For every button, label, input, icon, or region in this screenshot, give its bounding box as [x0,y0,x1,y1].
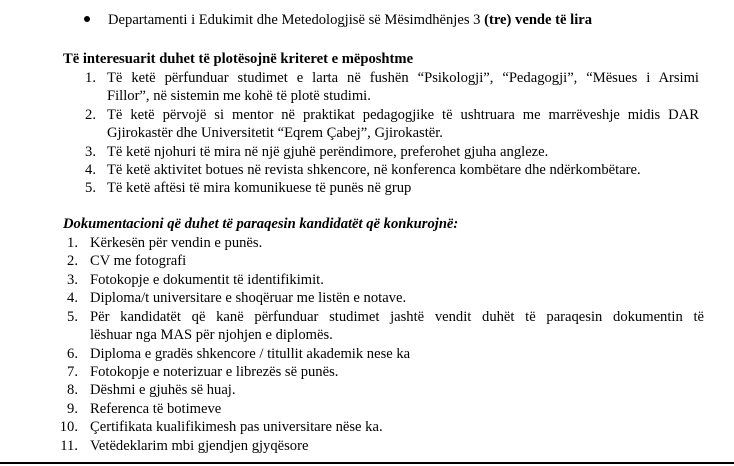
list-text: Referenca të botimeve [90,401,222,417]
list-number: 2. [85,107,96,123]
list-text: Diploma/t universitare e shoqëruar me listën e notave. [90,290,407,306]
list-text: Dëshmi e gjuhës së huaj. [90,382,236,398]
criteria-item-2 [0,106,734,142]
list-text: lëshuar nga MAS për njohjen e diplomës. [90,327,333,343]
list-number: 3. [67,272,78,288]
document-item-5 [0,308,734,344]
list-number: 7. [67,364,78,380]
list-text: Kërkesën për vendin e punës. [90,235,263,251]
list-text: Fotokopje e dokumentit të identifikimit. [90,272,324,288]
documents-heading: Dokumentacioni që duhet të paraqesin kandidatët që konkurojnë: [63,216,459,232]
list-number: 2. [67,253,78,269]
page-bottom-border [0,462,734,464]
criteria-item-1 [0,69,734,105]
list-text: Të ketë përvojë si mentor në praktikat pedagogjike të ushtruara me marrëveshje midis DAR [107,107,699,123]
list-text: Për kandidatët që kanë përfunduar studimet jashtë vendit duhët të paraqesin dokumentin të [90,309,704,325]
list-text: Gjirokastër dhe Universitetit “Eqrem Çabej”, Gjirokastër. [107,125,443,141]
list-text: Diploma e gradës shkencore / titullit akademik nese ka [90,346,411,362]
list-number: 8. [67,382,78,398]
list-text: Të ketë njohuri të mira në një gjuhë perëndimore, preferohet gjuha angleze. [107,144,549,160]
department-text: Departamenti i Edukimit dhe Metedologjisë së Mësimdhënjes 3 [108,12,485,28]
criteria-heading: Të interesuarit duhet të plotësojnë kriteret e mëposhtme [63,51,414,67]
list-text: Të ketë aftësi të mira komunikuese të punës në grup [107,180,412,196]
list-number: 4. [85,162,96,178]
bullet-dot-icon [84,16,90,22]
list-text: Fillor”, në sistemin me kohë të plotë studimi. [107,88,371,104]
list-number: 5. [85,180,96,196]
list-number: 1. [85,70,96,86]
list-number: 6. [67,346,78,362]
list-number: 11. [60,438,78,454]
department-vacancy-bullet [84,12,592,29]
list-text: Të ketë përfunduar studimet e larta në fushën “Psikologji”, “Pedagogji”, “Mësues i Arsimi [107,70,699,86]
list-number: 9. [67,401,78,417]
list-text: Të ketë aktivitet botues në revista shkencore, në konferenca kombëtare dhe ndërkombëtare. [107,162,641,178]
list-number: 4. [67,290,78,306]
list-number: 3. [85,144,96,160]
list-text: CV me fotografi [90,253,187,269]
list-number: 1. [67,235,78,251]
vacancy-count: (tre) vende të lira [484,12,593,28]
list-number: 10. [59,419,78,435]
list-text: Fotokopje e noterizuar e librezës së punës. [90,364,339,380]
list-text: Vetëdeklarim mbi gjendjen gjyqësore [90,438,309,454]
list-text: Çertifikata kualifikimesh pas universitare nëse ka. [90,419,383,435]
list-number: 5. [67,309,78,325]
